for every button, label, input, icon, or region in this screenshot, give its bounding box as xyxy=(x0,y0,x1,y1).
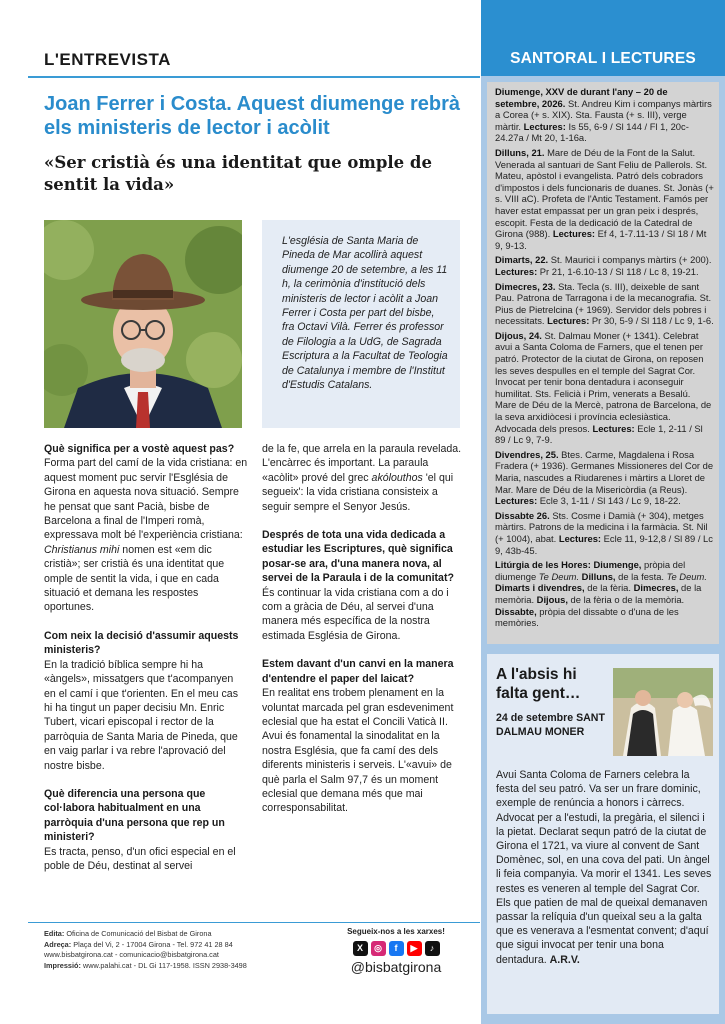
bottom-divider xyxy=(28,922,480,923)
contact-links[interactable]: www.bisbatgirona.cat - comunicacio@bisbatgirona.cat xyxy=(44,950,219,960)
santoral-entry: Dilluns, 21. Mare de Déu de la Font de la Salut. Venerada al santuari de Sant Feliu de Pallerols. St. Mateu, apòstol i evangelista. Patró dels cobradors d'impostos i dels funcionaris de duanes. St. Jonàs (+ s. VIII aC). Profeta de l'Antic Testament. Famós per haver estat empassat per un gran peix i després, escopit. Festa de la dedicació de la Catedral de Girona (988). Lectures: Ef 4, 1-7.11-13 / Sl 18 / Mt 9, 9-13. xyxy=(495,146,714,251)
article-column-1 xyxy=(44,442,248,873)
question-2: Com neix la decisió d'assumir aquests ministeris? xyxy=(44,629,239,657)
tiktok-icon[interactable]: ♪ xyxy=(425,941,440,956)
answer-3b: de la fe, que arrela en la paraula revelada. L'encàrrec és important. La paraula «acòlit» prové del grec akólouthos 'el qui segueix': la vida cristiana consisteix a seguir sempre el Senyor Jesús. xyxy=(262,443,462,513)
answer-3a: Es tracta, penso, d'un ofici especial en el poble de Déu, destinat al servei xyxy=(44,845,236,872)
liturgia-hores: Litúrgia de les Hores: Diumenge, pròpia del diumenge Te Deum. Dilluns, de la festa. Te Deum. Dimarts i divendres, de la fèria. Dimecres, de la memòria. Dijous, de la fèria o de la memòria. Dissabte, pròpia del dissabte o d'una de les memòries. xyxy=(495,559,707,629)
answer-1: Forma part del camí de la vida cristiana: en aquest moment puc servir l'Església de Girona en aquesta nova situació. Sempre he pensat que sant Pacià, bisbe de Barcelona a final de l'Imperi romà, expressava molt bé l'experiència cristiana: Christianus mihi nomen est «em dic cristià»; ser cristià és una identitat que omple de sentit la vida, i que en cada situació et demana les respostes oportunes. xyxy=(44,457,248,614)
intro-box xyxy=(262,220,460,428)
instagram-icon[interactable]: ◎ xyxy=(371,941,386,956)
saint-painting xyxy=(613,668,713,756)
answer-2: En la tradició bíblica sempre hi ha «àngels», missatgers que t'acompanyen en el camí i que t'orienten. En el meu cas hi ha tingut un paper decisiu Mn. Enric Tubert, vicari episcopal i rector de la parròquia de Santa Maria de Pineda, que en vaig parlar i va rebre l'aprovació del nostre bisbe. xyxy=(44,658,238,772)
santoral-entry: Diumenge, XXV de durant l'any – 20 de setembre, 2026. St. Andreu Kim i companys màrtirs a Corea (+ s. XIX). Sta. Fausta (+ s. III), verge màrtir. Lectures: Is 55, 6-9 / Sl 144 / Fl 1, 20c-24.27a / Mt 20, 1-16a. xyxy=(495,86,712,144)
sidebar-title: SANTORAL I LECTURES xyxy=(510,50,696,67)
article-column-2 xyxy=(262,442,462,816)
santoral-entry: Dimarts, 22. St. Maurici i companys màrtirs (+ 200). Lectures: Pr 21, 1-6.10-13 / Sl 118 / Lc 8, 19-21. xyxy=(495,254,712,277)
santoral-box xyxy=(487,82,719,644)
absis-text: Avui Santa Coloma de Farners celebra la festa del seu patró. Va ser un frare dominic, exemple de renúncia a honors i càrrecs. Advocat per a l'estudi, la pregària, el silenci i la pietat. Declarat sequn patró de la ciutat de Girona el 1721, va viure al convent de Sant Domènec, sol, en una cova del pati. Un àngel li feia companyia. Va morir el 1341. Les seves restes es veneren al temple del Sagrat Cor. Els que patien de mal de queixal demanaven passar la relíquia d'un queixal seu a la galta que es venerava a l'esmentat convent; d'aquí que sigui invocat per tenir una bona dentadura. A.R.V. xyxy=(496,769,712,966)
social-block xyxy=(342,927,450,975)
absis-date: 24 de setembre SANT DALMAU MONER xyxy=(496,712,605,738)
question-3: Què diferencia una persona que col·labora habitualment en una parròquia d'una persona que rep un ministeri? xyxy=(44,787,225,844)
santoral-entry: Dimecres, 23. Sta. Tecla (s. III), deixeble de sant Pau. Patrona de Tarragona i de la mecanografia. St. Pius de Pietrelcina (+ 1969). Servidor dels pobres i necessitats. Lectures: Pr 30, 5-9 / Sl 118 / Lc 9, 1-6. xyxy=(495,280,714,327)
facebook-icon[interactable]: f xyxy=(389,941,404,956)
x-icon[interactable]: X xyxy=(353,941,368,956)
santoral-entry: Dijous, 24. St. Dalmau Moner (+ 1341). Celebrat avui a Santa Coloma de Farners, que el tenen per patró. Protector de la ciutat de Girona, on reposen les seves despulles en el temple del Sagrat Cor. Invocat per tenir bona dentadura i aconseguir humilitat. Sts. Felicià i Prim, venerats a Besalú. Mare de Déu de la Mercè, patrona de Barcelona, de la seva arxidiòcesi i província eclesiàstica. Advocada dels presos. Lectures: Ecle 1, 2-11 / Sl 89 / Lc 9, 7-9. xyxy=(495,329,712,446)
headline: Joan Ferrer i Costa. Aquest diumenge rebrà els ministeris de lector i acòlit xyxy=(44,93,461,139)
santoral-entry: Divendres, 25. Btes. Carme, Magdalena i Rosa Fradera (+ 1936). Germanes Missioneres del Cor de Maria, nascudes a Riudarenes i màrtirs a Lloret de Mar. Mare de Déu de la Misericòrdia (a Reus). Lectures: Ecle 3, 1-11 / Sl 143 / Lc 9, 18-22. xyxy=(495,448,714,507)
colophon: Edita: Oficina de Comunicació del Bisbat de Girona Adreça: Plaça del Vi, 2 - 17004 Girona - Tel. 972 41 28 84 www.bisbatgirona.cat - comunicacio@bisbatgirona.cat Impressió: www.palahi.cat - DL Gi 117-1958. ISSN 2938-3498 xyxy=(44,929,324,971)
subhead: «Ser cristià és una identitat que omple de sentit la vida» xyxy=(44,153,432,194)
answer-4: És continuar la vida cristiana com a do i com a gràcia de Déu, al servei d'una manera més específica de la nostra estimada Església de Girona. xyxy=(262,586,449,642)
question-4: Després de tota una vida dedicada a estudiar les Escriptures, què significa posar-se ara, d'una manera nova, al servei de la Paraula i de la comunitat? xyxy=(262,529,454,585)
youtube-icon[interactable]: ▶ xyxy=(407,941,422,956)
absis-title: A l'absis hi falta gent… xyxy=(496,666,581,702)
answer-5: En realitat ens trobem plenament en la voluntat marcada pel gran esdeveniment eclesial que ha estat el Concili Vaticà II. Avui és fonamental la sinodalitat en la nostra Església, que fa camí des dels diferents ministeris i serveis. L'«avui» de què parla el Salm 97,7 és un moment eclesial que demana més que mai corresponsabilitat. xyxy=(262,687,454,815)
social-handle[interactable]: @bisbatgirona xyxy=(350,959,442,975)
top-divider xyxy=(28,76,480,78)
social-icons xyxy=(342,941,450,956)
absis-box xyxy=(487,654,719,1014)
section-label: L'ENTREVISTA xyxy=(44,50,171,69)
social-label: Segueix-nos a les xarxes! xyxy=(347,927,445,936)
intro-text: L'església de Santa Maria de Pineda de Mar acollirà aquest diumenge 20 de setembre, a les 11 h, la cerimònia d'institució dels ministeris de lector i acòlit a Joan Ferrer i Costa per part del bisbe, fra Octavi Vilà. Ferrer és professor de Filologia a la UdG, de Sagrada Escriptura a la Facultat de Teologia de Catalunya i membre de l'Institut d'Estudis Catalans. xyxy=(282,235,448,392)
question-1: Què significa per a vostè aquest pas? xyxy=(44,443,235,455)
question-5: Estem davant d'un canvi en la manera d'entendre el paper del laicat? xyxy=(262,658,454,685)
portrait-photo xyxy=(44,220,242,428)
santoral-entry: Dissabte 26. Sts. Cosme i Damià (+ 304), metges màrtirs. Patrons de la medicina i la farmàcia. St. Nil (+ 1004), abat. Lectures: Ecle 11, 9-12,8 / Sl 89 / Lc 9, 43b-45. xyxy=(495,509,713,556)
signature: A.R.V. xyxy=(549,953,580,966)
